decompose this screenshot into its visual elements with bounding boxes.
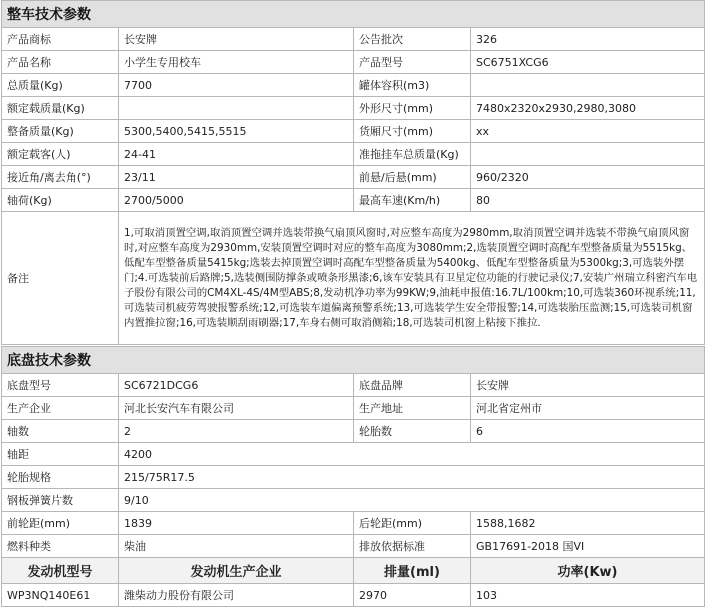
table-row — [2, 535, 705, 558]
label-cell: 底盘型号 — [2, 374, 119, 397]
engine-maker-header: 发动机生产企业 — [119, 558, 354, 584]
section-title: 整车技术参数 — [2, 1, 705, 28]
value-cell: 河北省定州市 — [471, 397, 705, 420]
value-cell: 215/75R17.5 — [119, 466, 705, 489]
value-cell: 柴油 — [119, 535, 354, 558]
vehicle-params-table — [1, 0, 705, 345]
table-row — [2, 143, 705, 166]
notes-label: 备注 — [2, 212, 119, 345]
value-cell — [471, 143, 705, 166]
value-cell: 9/10 — [119, 489, 705, 512]
value-cell: SC6751XCG6 — [471, 51, 705, 74]
section-title: 底盘技术参数 — [2, 347, 705, 374]
value-cell: 960/2320 — [471, 166, 705, 189]
label-cell: 接近角/离去角(°) — [2, 166, 119, 189]
engine-power-cell: 103 — [471, 584, 705, 607]
value-cell: 7480x2320x2930,2980,3080 — [471, 97, 705, 120]
notes-text: 1,可取消顶置空调,取消顶置空调并选装带换气扇顶风窗时,对应整车高度为2980mm,取消顶置空调并选装不带换气扇顶风窗时,对应整车高度为2930mm,安装顶置空调时对应的整车高度为3080mm;2,选装顶置空调时高配车型整备质量为5515kg、低配车型整备质量5415kg;选装去掉顶置空调时高配车型整备质量为5400kg、低配车型整备质量为5300kg;3,可选装外摆门;4.可选装前后路牌;5,选装侧围防撑条或喷条形黑漆;6,该车安装具有卫星定位功能的行驶记录仪;7,安装广州瑞立科密汽车电子股份有限公司的CM4XL-4S/4M型ABS;8,发动机净功率为99KW;9,油耗申报值:16.7L/100km;10,可选装360环视系统;11,可选装司机疲劳驾驶报警系统;12,可选装车道偏离预警系统;13,可选装学生安全带报警;14,可选装胎压监测;15,可选装司机窗内置推拉窗;16,可选装顺刮雨刷器;17,车身右侧可取消侧箱;18,可选装司机窗上粘接下推拉. — [119, 212, 705, 345]
table-row — [2, 374, 705, 397]
value-cell: 2 — [119, 420, 354, 443]
table-row — [2, 28, 705, 51]
value-cell: 24-41 — [119, 143, 354, 166]
label-cell: 最高车速(Km/h) — [354, 189, 471, 212]
value-cell: 7700 — [119, 74, 354, 97]
section-header-chassis — [2, 347, 705, 374]
label-cell: 钢板弹簧片数 — [2, 489, 119, 512]
engine-header-row — [2, 558, 705, 584]
table-row — [2, 489, 705, 512]
value-cell: 6 — [471, 420, 705, 443]
label-cell: 前悬/后悬(mm) — [354, 166, 471, 189]
label-cell: 产品型号 — [354, 51, 471, 74]
engine-model-header: 发动机型号 — [2, 558, 119, 584]
label-cell: 底盘品牌 — [354, 374, 471, 397]
label-cell: 整备质量(Kg) — [2, 120, 119, 143]
value-cell: 23/11 — [119, 166, 354, 189]
label-cell: 燃料种类 — [2, 535, 119, 558]
label-cell: 产品名称 — [2, 51, 119, 74]
engine-row — [2, 584, 705, 607]
label-cell: 总质量(Kg) — [2, 74, 119, 97]
label-cell: 轮胎规格 — [2, 466, 119, 489]
value-cell: 长安牌 — [119, 28, 354, 51]
engine-displacement-header: 排量(ml) — [354, 558, 471, 584]
label-cell: 轮胎数 — [354, 420, 471, 443]
notes-row — [2, 212, 705, 345]
label-cell: 公告批次 — [354, 28, 471, 51]
engine-model-cell: WP3NQ140E61 — [2, 584, 119, 607]
table-row — [2, 120, 705, 143]
label-cell: 罐体容积(m3) — [354, 74, 471, 97]
table-row — [2, 466, 705, 489]
engine-maker-cell: 潍柴动力股份有限公司 — [119, 584, 354, 607]
label-cell: 产品商标 — [2, 28, 119, 51]
value-cell: 4200 — [119, 443, 705, 466]
value-cell: 326 — [471, 28, 705, 51]
value-cell: 80 — [471, 189, 705, 212]
value-cell: SC6721DCG6 — [119, 374, 354, 397]
label-cell: 轴荷(Kg) — [2, 189, 119, 212]
label-cell: 轴数 — [2, 420, 119, 443]
label-cell: 货厢尺寸(mm) — [354, 120, 471, 143]
label-cell: 前轮距(mm) — [2, 512, 119, 535]
table-row — [2, 97, 705, 120]
table-row — [2, 420, 705, 443]
label-cell: 生产地址 — [354, 397, 471, 420]
value-cell: 小学生专用校车 — [119, 51, 354, 74]
table-row — [2, 51, 705, 74]
table-row — [2, 189, 705, 212]
value-cell: xx — [471, 120, 705, 143]
label-cell: 额定载质量(Kg) — [2, 97, 119, 120]
table-row — [2, 512, 705, 535]
value-cell: 长安牌 — [471, 374, 705, 397]
engine-displacement-cell: 2970 — [354, 584, 471, 607]
value-cell: 2700/5000 — [119, 189, 354, 212]
table-row — [2, 166, 705, 189]
engine-power-header: 功率(Kw) — [471, 558, 705, 584]
value-cell: 河北长安汽车有限公司 — [119, 397, 354, 420]
value-cell: GB17691-2018 国VI — [471, 535, 705, 558]
value-cell: 1588,1682 — [471, 512, 705, 535]
label-cell: 轴距 — [2, 443, 119, 466]
label-cell: 外形尺寸(mm) — [354, 97, 471, 120]
value-cell — [119, 97, 354, 120]
value-cell — [471, 74, 705, 97]
label-cell: 后轮距(mm) — [354, 512, 471, 535]
table-row — [2, 443, 705, 466]
section-header-vehicle — [2, 1, 705, 28]
chassis-params-table — [1, 346, 705, 607]
label-cell: 准拖挂车总质量(Kg) — [354, 143, 471, 166]
table-row — [2, 397, 705, 420]
label-cell: 额定载客(人) — [2, 143, 119, 166]
label-cell: 生产企业 — [2, 397, 119, 420]
value-cell: 1839 — [119, 512, 354, 535]
label-cell: 排放依据标准 — [354, 535, 471, 558]
value-cell: 5300,5400,5415,5515 — [119, 120, 354, 143]
table-row — [2, 74, 705, 97]
